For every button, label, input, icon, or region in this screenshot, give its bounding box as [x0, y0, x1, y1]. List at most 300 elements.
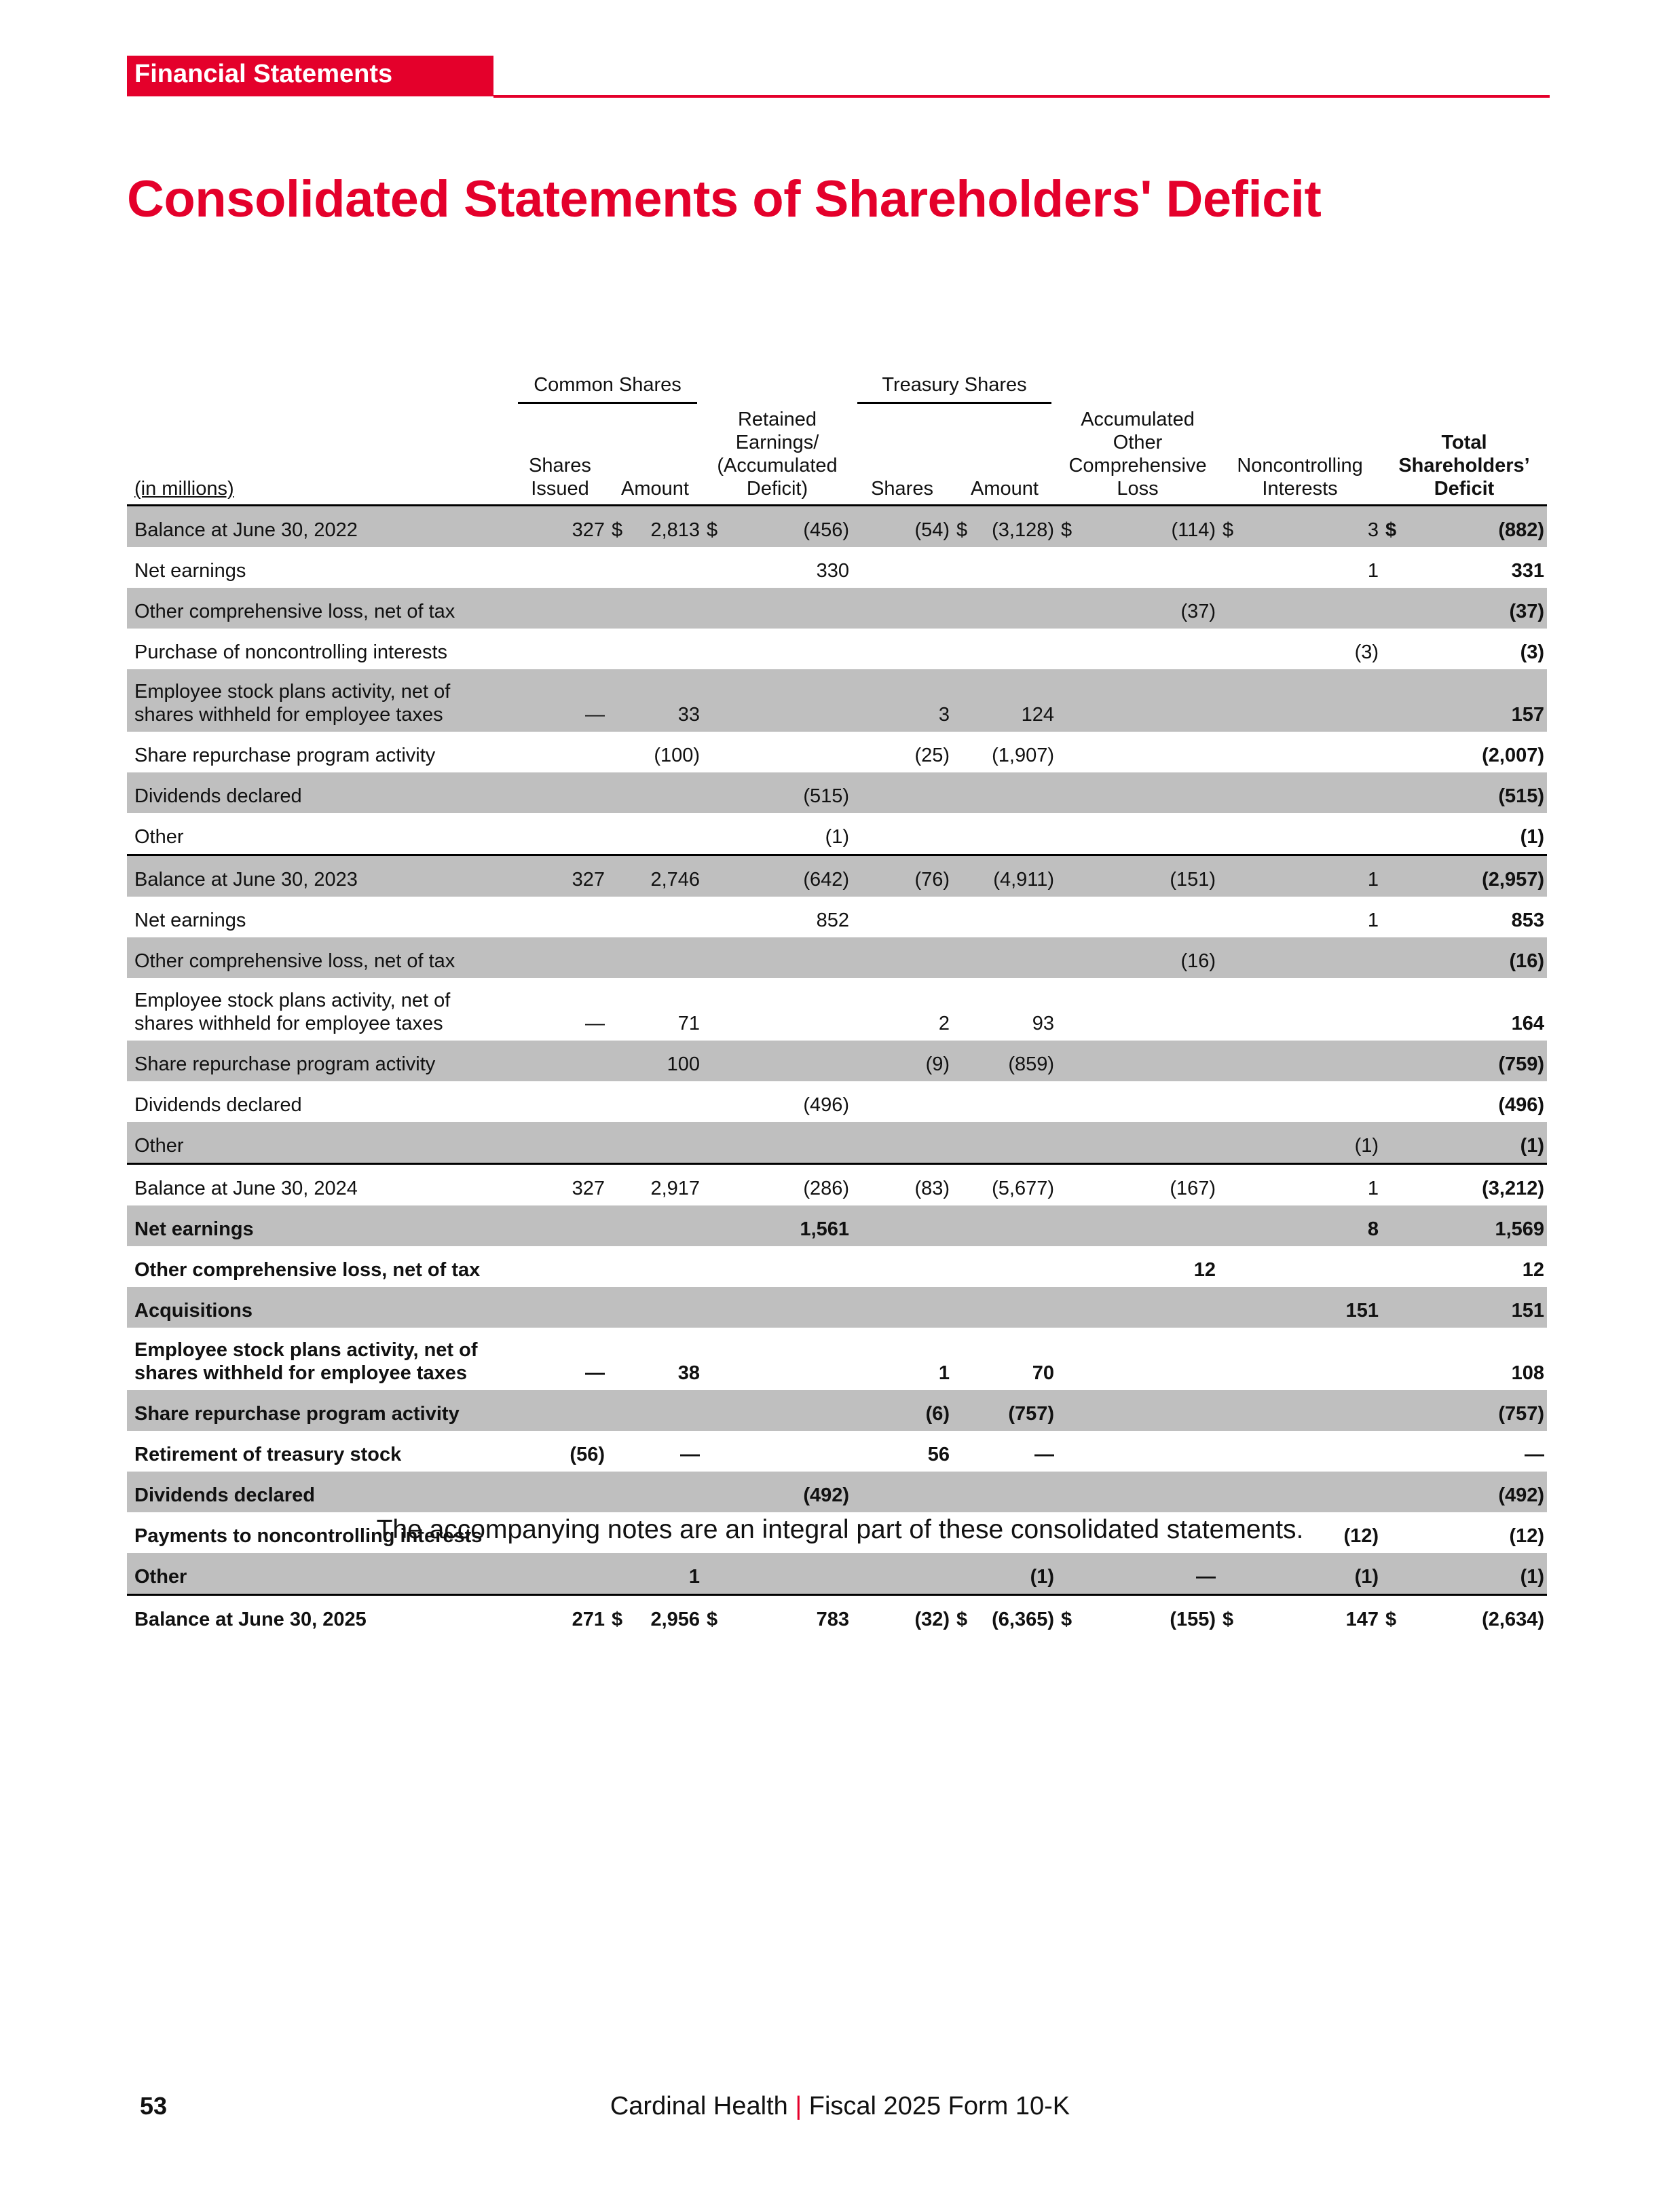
currency-symbol [1381, 629, 1403, 669]
page-number: 53 [140, 2092, 168, 2120]
common-amount-cell: 38 [677, 1362, 701, 1384]
treasury-amount-cell [974, 897, 1057, 937]
currency-symbol [1218, 1246, 1240, 1287]
currency-symbol [608, 1164, 629, 1206]
total-deficit-cell: (1) [1403, 1553, 1547, 1595]
treasury-amount-cell: (4,911) [974, 855, 1057, 897]
shares-issued-cell [512, 547, 608, 588]
row-label: Dividends declared [134, 1094, 302, 1116]
currency-symbol [1381, 732, 1403, 772]
common-amount-cell [629, 1205, 703, 1246]
currency-symbol [703, 1472, 724, 1512]
currency-symbol [608, 588, 629, 629]
currency-symbol [608, 1246, 629, 1287]
row-label: Employee stock plans activity, net of shares withheld for employee taxes [127, 669, 512, 732]
column-header-row [127, 404, 1547, 506]
shares-issued-cell [512, 813, 608, 855]
currency-symbol [1057, 1287, 1079, 1328]
currency-symbol [952, 1164, 974, 1206]
aoci-cell: (114) [1079, 506, 1218, 548]
common-amount-cell: 71 [677, 1013, 701, 1034]
aoci-cell [1079, 1205, 1218, 1246]
currency-symbol [952, 1328, 974, 1390]
common-shares-group-header: Common Shares [512, 370, 703, 404]
table-row [127, 1041, 1547, 1081]
total-deficit-cell: (2,957) [1403, 855, 1547, 897]
treasury-shares-cell: (76) [852, 855, 952, 897]
currency-symbol [1381, 547, 1403, 588]
table-row [127, 1553, 1547, 1595]
treasury-shares-cell [852, 937, 952, 978]
aoci-cell [1079, 978, 1218, 1041]
common-amount-cell: 100 [629, 1041, 703, 1081]
currency-symbol [1381, 588, 1403, 629]
currency-symbol [703, 937, 724, 978]
treasury-shares-cell [852, 772, 952, 813]
noncontrolling-interests-cell [1240, 1246, 1381, 1287]
currency-symbol [703, 1164, 724, 1206]
footer-company: Cardinal Health [610, 2092, 788, 2120]
balance-row [127, 506, 1547, 548]
total-deficit-cell: (1) [1403, 1122, 1547, 1164]
aoci-cell [1079, 1390, 1218, 1431]
aoci-cell [1079, 1472, 1218, 1512]
aoci-cell: (155) [1079, 1595, 1218, 1637]
table-row [127, 937, 1547, 978]
treasury-amount-cell: (5,677) [974, 1164, 1057, 1206]
row-label: Net earnings [134, 910, 246, 931]
total-deficit-cell: (16) [1403, 937, 1547, 978]
currency-symbol [1381, 669, 1403, 732]
table-row [127, 1328, 1547, 1390]
currency-symbol [608, 813, 629, 855]
currency-symbol [1218, 1081, 1240, 1122]
aoci-cell [1079, 1081, 1218, 1122]
shares-issued-cell [512, 1205, 608, 1246]
row-label: Balance at June 30, 2024 [127, 1164, 512, 1206]
currency-symbol [703, 855, 724, 897]
row-label: Purchase of noncontrolling interests [134, 641, 448, 663]
row-label: Dividends declared [127, 772, 512, 813]
row-label: Acquisitions [127, 1287, 512, 1328]
common-amount-cell [629, 813, 703, 855]
shares-issued-cell [512, 897, 608, 937]
currency-symbol: $ [1218, 506, 1240, 548]
retained-earnings-cell: (456) [724, 506, 852, 548]
common-amount-cell [629, 937, 703, 978]
treasury-shares-cell [852, 1553, 952, 1595]
retained-earnings-cell [724, 629, 852, 669]
currency-symbol [608, 1122, 629, 1164]
total-deficit-cell: 853 [1511, 910, 1545, 931]
treasury-amount-cell [974, 1081, 1057, 1122]
total-deficit-cell: (882) [1403, 506, 1547, 548]
total-deficit-cell: 1,569 [1403, 1205, 1547, 1246]
common-amount-cell [629, 588, 703, 629]
treasury-shares-cell: (9) [852, 1041, 952, 1081]
section-header-label: Financial Statements [134, 60, 393, 88]
retained-earnings-cell [724, 937, 852, 978]
treasury-amount-cell: 124 [974, 669, 1057, 732]
currency-symbol [608, 1472, 629, 1512]
retained-earnings-cell: (515) [724, 772, 852, 813]
noncontrolling-interests-cell [1240, 669, 1381, 732]
total-deficit-cell: (3) [1520, 641, 1545, 663]
currency-symbol [608, 547, 629, 588]
noncontrolling-interests-cell [1240, 978, 1381, 1041]
currency-symbol [608, 772, 629, 813]
retained-earnings-cell [724, 1122, 852, 1164]
total-deficit-cell: (1) [1520, 826, 1545, 848]
column-header-common-amount: Amount [608, 404, 703, 506]
total-deficit-cell: (37) [1403, 588, 1547, 629]
currency-symbol [1057, 772, 1079, 813]
treasury-amount-cell: — [1034, 1444, 1055, 1465]
currency-symbol [1381, 1553, 1403, 1595]
currency-symbol: $ [1381, 506, 1403, 548]
shares-issued-cell: — [585, 1013, 605, 1034]
currency-symbol [1381, 1246, 1403, 1287]
aoci-cell [1079, 897, 1218, 937]
section-header-rule [493, 95, 1550, 98]
aoci-cell [1079, 1328, 1218, 1390]
balance-row [127, 855, 1547, 897]
row-label: Other [127, 1122, 512, 1164]
retained-earnings-cell: (1) [825, 826, 850, 848]
currency-symbol [952, 1081, 974, 1122]
currency-symbol [1057, 855, 1079, 897]
currency-symbol [952, 1205, 974, 1246]
common-amount-cell: 2,956 [629, 1595, 703, 1637]
noncontrolling-interests-cell: 1 [1240, 855, 1381, 897]
treasury-shares-cell: 56 [927, 1444, 950, 1465]
treasury-shares-cell [852, 897, 952, 937]
total-deficit-cell: 164 [1511, 1013, 1545, 1034]
treasury-shares-cell: (6) [852, 1390, 952, 1431]
noncontrolling-interests-cell [1240, 937, 1381, 978]
treasury-shares-cell: (25) [914, 745, 950, 766]
currency-symbol [1218, 547, 1240, 588]
currency-symbol [703, 1081, 724, 1122]
row-label: Balance at June 30, 2022 [127, 506, 512, 548]
shares-issued-cell [512, 937, 608, 978]
retained-earnings-cell: 852 [816, 910, 850, 931]
currency-symbol [703, 1287, 724, 1328]
row-label: Share repurchase program activity [127, 1041, 512, 1081]
table-row [127, 1205, 1547, 1246]
currency-symbol [608, 1041, 629, 1081]
currency-symbol [703, 772, 724, 813]
total-deficit-cell: (2,007) [1482, 745, 1545, 766]
total-deficit-cell: (2,634) [1403, 1595, 1547, 1637]
table-row [127, 897, 1547, 937]
currency-symbol [1218, 1431, 1240, 1472]
currency-symbol [1218, 1122, 1240, 1164]
currency-symbol [608, 732, 629, 772]
currency-symbol [1218, 732, 1240, 772]
noncontrolling-interests-cell [1240, 1431, 1381, 1472]
treasury-amount-cell: 93 [1032, 1013, 1055, 1034]
treasury-amount-cell [974, 547, 1057, 588]
shares-issued-cell: — [585, 1362, 605, 1384]
shares-issued-cell: — [512, 669, 608, 732]
currency-symbol [608, 937, 629, 978]
row-label: Other comprehensive loss, net of tax [127, 588, 512, 629]
noncontrolling-interests-cell [1240, 813, 1381, 855]
retained-earnings-cell [724, 588, 852, 629]
currency-symbol [703, 547, 724, 588]
aoci-cell [1079, 732, 1218, 772]
currency-symbol [1218, 1164, 1240, 1206]
common-amount-cell [629, 1122, 703, 1164]
noncontrolling-interests-cell: (12) [1343, 1525, 1379, 1547]
treasury-amount-cell [974, 813, 1057, 855]
aoci-cell: (37) [1079, 588, 1218, 629]
treasury-amount-cell: (6,365) [974, 1595, 1057, 1637]
currency-symbol [703, 732, 724, 772]
table-row [127, 978, 1547, 1041]
row-label: Net earnings [127, 1205, 512, 1246]
currency-symbol [1381, 855, 1403, 897]
currency-symbol [1381, 897, 1403, 937]
page-title: Consolidated Statements of Shareholders' Deficit [127, 170, 1322, 228]
treasury-shares-cell: (54) [852, 506, 952, 548]
currency-symbol: $ [1381, 1595, 1403, 1637]
currency-symbol [1381, 1328, 1403, 1390]
table-row [127, 1246, 1547, 1287]
table-row [127, 1390, 1547, 1431]
treasury-shares-cell [852, 1205, 952, 1246]
table-row [127, 669, 1547, 732]
total-deficit-cell: (492) [1403, 1472, 1547, 1512]
treasury-shares-cell [852, 547, 952, 588]
aoci-cell: (16) [1079, 937, 1218, 978]
currency-symbol [703, 813, 724, 855]
noncontrolling-interests-cell [1240, 1041, 1381, 1081]
common-amount-cell: 2,746 [629, 855, 703, 897]
total-deficit-cell: — [1525, 1444, 1545, 1465]
aoci-cell: 12 [1193, 1259, 1216, 1281]
treasury-shares-cell: (32) [852, 1595, 952, 1637]
currency-symbol [952, 1390, 974, 1431]
retained-earnings-cell: (492) [724, 1472, 852, 1512]
currency-symbol [952, 1287, 974, 1328]
row-label: Other comprehensive loss, net of tax [127, 937, 512, 978]
shares-issued-cell [512, 1041, 608, 1081]
aoci-cell: (167) [1079, 1164, 1218, 1206]
aoci-cell [1079, 629, 1218, 669]
currency-symbol [1057, 1553, 1079, 1595]
retained-earnings-cell: 1,561 [724, 1205, 852, 1246]
currency-symbol [1381, 1164, 1403, 1206]
currency-symbol [1057, 732, 1079, 772]
currency-symbol [1381, 1122, 1403, 1164]
treasury-amount-cell [974, 1205, 1057, 1246]
row-label: Other [127, 1553, 512, 1595]
retained-earnings-cell [724, 1553, 852, 1595]
currency-symbol [1218, 1328, 1240, 1390]
noncontrolling-interests-cell [1240, 732, 1381, 772]
table-row [127, 772, 1547, 813]
treasury-amount-cell [974, 629, 1057, 669]
page-footer [0, 2092, 1680, 2121]
currency-symbol [608, 1287, 629, 1328]
treasury-shares-group-header: Treasury Shares [852, 370, 1057, 404]
shares-issued-cell [512, 772, 608, 813]
noncontrolling-interests-cell: 1 [1367, 910, 1379, 931]
noncontrolling-interests-cell: 1 [1367, 560, 1379, 582]
currency-symbol: $ [1057, 1595, 1079, 1637]
retained-earnings-cell [724, 1246, 852, 1287]
shares-issued-cell [512, 1081, 608, 1122]
aoci-cell [1079, 547, 1218, 588]
currency-symbol: $ [608, 1595, 629, 1637]
currency-symbol [1381, 1390, 1403, 1431]
currency-symbol [703, 1122, 724, 1164]
currency-symbol [1218, 669, 1240, 732]
currency-symbol [608, 629, 629, 669]
aoci-cell [1079, 1287, 1218, 1328]
footnote: The accompanying notes are an integral part of these consolidated statements. [376, 1515, 1304, 1544]
row-label: Employee stock plans activity, net of shares withheld for employee taxes [134, 990, 451, 1034]
noncontrolling-interests-cell [1240, 772, 1381, 813]
shares-issued-cell: 327 [512, 855, 608, 897]
row-label: Retirement of treasury stock [134, 1444, 402, 1465]
treasury-shares-cell [852, 1122, 952, 1164]
currency-symbol [1057, 813, 1079, 855]
column-header-in-millions: (in millions) [127, 404, 512, 506]
currency-symbol [703, 588, 724, 629]
retained-earnings-cell: (496) [803, 1094, 850, 1116]
currency-symbol: $ [703, 506, 724, 548]
retained-earnings-cell [724, 1390, 852, 1431]
total-deficit-cell: 157 [1403, 669, 1547, 732]
common-amount-cell [629, 547, 703, 588]
table-row [127, 588, 1547, 629]
currency-symbol [703, 669, 724, 732]
treasury-amount-cell [974, 772, 1057, 813]
currency-symbol [1381, 937, 1403, 978]
row-label: Employee stock plans activity, net of shares withheld for employee taxes [134, 1339, 478, 1384]
treasury-amount-cell: (3,128) [974, 506, 1057, 548]
currency-symbol [1218, 1472, 1240, 1512]
shares-issued-cell [512, 1553, 608, 1595]
currency-symbol [952, 1431, 974, 1472]
noncontrolling-interests-cell: (3) [1354, 641, 1379, 663]
currency-symbol [1381, 1287, 1403, 1328]
currency-symbol [1057, 1041, 1079, 1081]
common-amount-cell: 2,917 [629, 1164, 703, 1206]
treasury-amount-cell [974, 937, 1057, 978]
shares-issued-cell [512, 588, 608, 629]
common-amount-cell [629, 1287, 703, 1328]
aoci-cell: (151) [1079, 855, 1218, 897]
currency-symbol [1218, 1553, 1240, 1595]
common-amount-cell [629, 772, 703, 813]
currency-symbol [1057, 588, 1079, 629]
currency-symbol [1218, 629, 1240, 669]
currency-symbol [1381, 1205, 1403, 1246]
currency-symbol [703, 1390, 724, 1431]
currency-symbol [703, 629, 724, 669]
currency-symbol [1218, 1041, 1240, 1081]
treasury-shares-cell [852, 1246, 952, 1287]
currency-symbol [1057, 1328, 1079, 1390]
row-label: Payments to noncontrolling interests [134, 1525, 483, 1547]
currency-symbol [1381, 1472, 1403, 1512]
shares-issued-cell: 271 [512, 1595, 608, 1637]
currency-symbol [703, 1431, 724, 1472]
total-deficit-cell: 331 [1511, 560, 1545, 582]
treasury-shares-cell [852, 1081, 952, 1122]
retained-earnings-cell: (286) [724, 1164, 852, 1206]
shares-issued-cell [512, 1287, 608, 1328]
currency-symbol [1057, 1431, 1079, 1472]
common-amount-cell: 2,813 [629, 506, 703, 548]
currency-symbol [1057, 937, 1079, 978]
noncontrolling-interests-cell [1240, 588, 1381, 629]
shares-issued-cell: (56) [570, 1444, 605, 1465]
common-amount-cell [629, 897, 703, 937]
currency-symbol [1218, 813, 1240, 855]
common-amount-cell [629, 629, 703, 669]
table-row [127, 547, 1547, 588]
currency-symbol [952, 978, 974, 1041]
common-amount-cell: 33 [629, 669, 703, 732]
column-header-shares-issued: Shares Issued [512, 404, 608, 506]
row-label: Share repurchase program activity [127, 1390, 512, 1431]
noncontrolling-interests-cell: 147 [1240, 1595, 1381, 1637]
noncontrolling-interests-cell: (1) [1240, 1122, 1381, 1164]
column-header-aoci: Accumulated Other Comprehensive Loss [1057, 404, 1218, 506]
currency-symbol [1218, 772, 1240, 813]
currency-symbol [1057, 1122, 1079, 1164]
aoci-cell [1079, 1041, 1218, 1081]
currency-symbol: $ [952, 1595, 974, 1637]
total-deficit-cell: 108 [1511, 1362, 1545, 1384]
currency-symbol [1381, 978, 1403, 1041]
aoci-cell [1079, 772, 1218, 813]
shares-issued-cell [512, 1246, 608, 1287]
treasury-shares-cell [852, 1287, 952, 1328]
treasury-shares-cell [852, 629, 952, 669]
currency-symbol [1218, 978, 1240, 1041]
common-amount-cell [629, 1081, 703, 1122]
row-label: Other comprehensive loss, net of tax [134, 1259, 481, 1281]
currency-symbol [608, 1390, 629, 1431]
total-deficit-cell: (496) [1498, 1094, 1545, 1116]
total-deficit-cell: 151 [1403, 1287, 1547, 1328]
shares-issued-cell [512, 1472, 608, 1512]
currency-symbol [952, 813, 974, 855]
table-row [127, 1431, 1547, 1472]
table-row [127, 1287, 1547, 1328]
column-header-total-deficit: Total Shareholders’ Deficit [1381, 404, 1547, 506]
treasury-shares-cell: 2 [938, 1013, 950, 1034]
currency-symbol [952, 732, 974, 772]
treasury-shares-cell: (83) [852, 1164, 952, 1206]
currency-symbol [1381, 813, 1403, 855]
currency-symbol [1057, 978, 1079, 1041]
table-row [127, 1122, 1547, 1164]
total-deficit-cell: (12) [1509, 1525, 1545, 1547]
currency-symbol [608, 1328, 629, 1390]
retained-earnings-cell [724, 978, 852, 1041]
common-amount-cell: (100) [654, 745, 701, 766]
aoci-cell: — [1079, 1553, 1218, 1595]
treasury-shares-cell: 1 [938, 1362, 950, 1384]
row-label: Share repurchase program activity [134, 745, 436, 766]
